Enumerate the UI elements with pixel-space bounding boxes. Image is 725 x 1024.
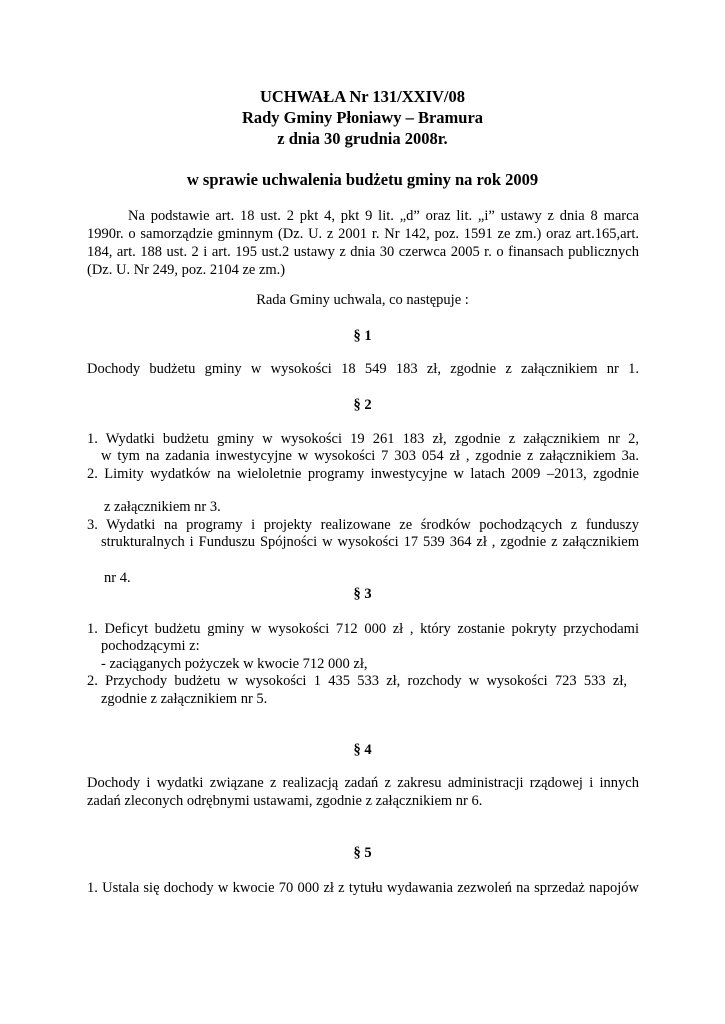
resolution-number: UCHWAŁA Nr 131/XXIV/08 bbox=[259, 87, 466, 106]
council-name: Rady Gminy Płoniawy – Bramura bbox=[241, 108, 484, 127]
section-3-heading: § 3 bbox=[353, 586, 372, 602]
section-2-item-2-line-2: z załącznikiem nr 3. bbox=[104, 499, 221, 515]
section-3-item-2-line-2: zgodnie z załącznikiem nr 5. bbox=[101, 691, 268, 707]
resolution-date: z dnia 30 grudnia 2008r. bbox=[277, 129, 448, 148]
council-resolves: Rada Gminy uchwala, co następuje : bbox=[256, 292, 469, 308]
section-1-heading: § 1 bbox=[353, 328, 372, 344]
section-3-item-1-line-2: pochodzącymi z: bbox=[101, 638, 200, 654]
section-2-item-3-line-2: strukturalnych i Funduszu Spójności w wysokości 17 539 364 zł , zgodnie z załącznikiem bbox=[101, 534, 639, 550]
preamble-line-1: Na podstawie art. 18 ust. 2 pkt 4, pkt 9 lit. „d” oraz lit. „i” ustawy z dnia 8 marca bbox=[128, 208, 639, 224]
section-2-item-3-line-1: 3. Wydatki na programy i projekty realizowane ze środków pochodzących z funduszy bbox=[87, 517, 639, 533]
section-4-line-1: Dochody i wydatki związane z realizacją zadań z zakresu administracji rządowej i innych bbox=[87, 775, 639, 791]
section-4-line-2: zadań zleconych odrębnymi ustawami, zgodnie z załącznikiem nr 6. bbox=[87, 793, 483, 809]
section-2-item-2-line-1: 2. Limity wydatków na wieloletnie programy inwestycyjne w latach 2009 –2013, zgodnie bbox=[87, 466, 639, 482]
section-5-heading: § 5 bbox=[353, 845, 372, 861]
section-3-item-1-line-1: 1. Deficyt budżetu gminy w wysokości 712 000 zł , który zostanie pokryty przychodami bbox=[87, 621, 639, 637]
section-2-heading: § 2 bbox=[353, 397, 372, 413]
section-2-item-1-line-2: w tym na zadania inwestycyjne w wysokości 7 303 054 zł , zgodnie z załącznikiem 3a. bbox=[101, 448, 639, 464]
section-3-item-2-line-1: 2. Przychody budżetu w wysokości 1 435 533 zł, rozchody w wysokości 723 533 zł, bbox=[87, 673, 627, 689]
section-4-heading: § 4 bbox=[353, 742, 372, 758]
resolution-subject: w sprawie uchwalenia budżetu gminy na rok 2009 bbox=[186, 170, 539, 189]
preamble-line-3: 184, art. 188 ust. 2 i art. 195 ust.2 ustawy z dnia 30 czerwca 2005 r. o finansach publicznych bbox=[87, 244, 639, 260]
section-5-line-1: 1. Ustala się dochody w kwocie 70 000 zł z tytułu wydawania zezwoleń na sprzedaż napojów bbox=[87, 880, 639, 896]
section-1-text: Dochody budżetu gminy w wysokości 18 549 183 zł, zgodnie z załącznikiem nr 1. bbox=[87, 361, 639, 377]
section-3-item-1-line-3: - zaciąganych pożyczek w kwocie 712 000 zł, bbox=[101, 656, 368, 672]
section-2-item-1-line-1: 1. Wydatki budżetu gminy w wysokości 19 261 183 zł, zgodnie z załącznikiem nr 2, bbox=[87, 431, 639, 447]
preamble-line-4: (Dz. U. Nr 249, poz. 2104 ze zm.) bbox=[87, 262, 286, 278]
section-2-item-3-line-3: nr 4. bbox=[104, 570, 131, 586]
preamble-line-2: 1990r. o samorządzie gminnym (Dz. U. z 2001 r. Nr 142, poz. 1591 ze zm.) oraz art.165,art. bbox=[87, 226, 639, 242]
